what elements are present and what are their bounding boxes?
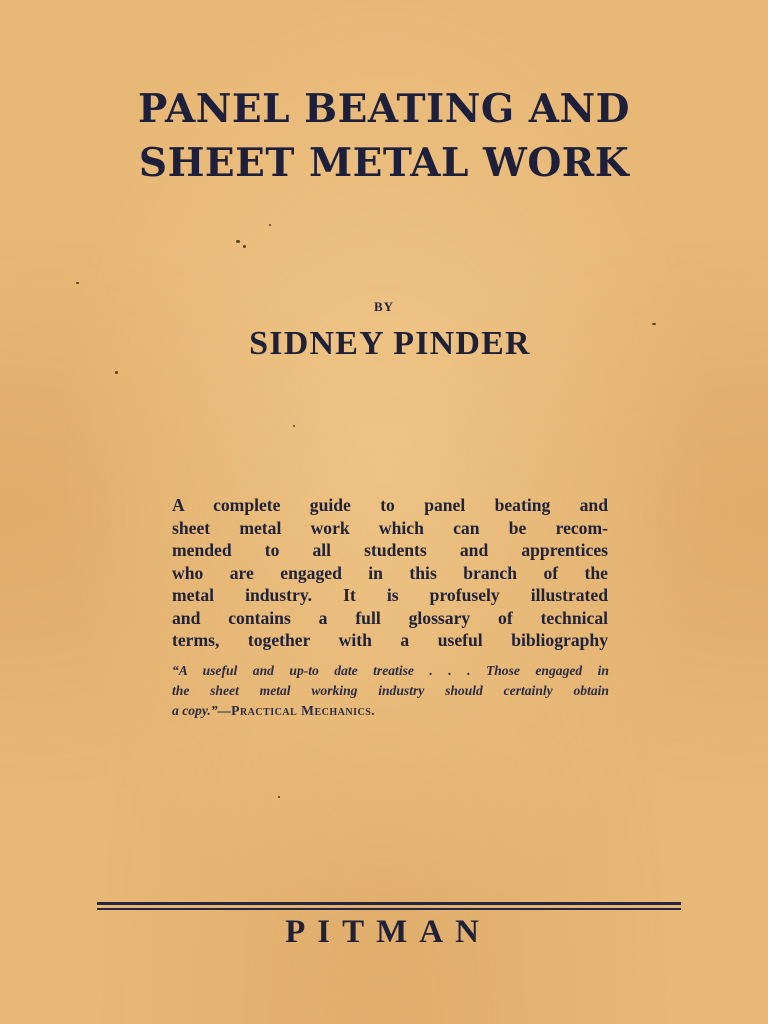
blurb-line: who are engaged in this branch of the: [172, 562, 608, 583]
blurb-line: and contains a full glossary of technical: [172, 607, 608, 628]
publisher-name: PITMAN: [285, 914, 491, 950]
paper-speck: [76, 282, 79, 284]
description-blurb: [172, 494, 608, 652]
paper-speck: [278, 796, 280, 798]
quote-line-3-text: a copy.”—: [172, 703, 232, 718]
blurb-line: mended to all students and apprentices: [172, 540, 608, 560]
quote-line-3: [172, 701, 609, 721]
book-title: [0, 82, 768, 190]
quote-line-1: “A useful and up-to date treatise . . . Those engaged in: [172, 663, 609, 678]
author-name: SIDNEY PINDER: [249, 325, 531, 362]
blurb-line: metal industry. It is profusely illustrated: [172, 585, 608, 605]
paper-speck: [243, 245, 246, 248]
quote-source: Practical Mechanics.: [231, 703, 376, 718]
paper-speck: [236, 240, 240, 243]
quote-line-2: the sheet metal working industry should certainly obtain: [172, 683, 609, 698]
paper-speck: [652, 323, 656, 325]
publisher-rule-thin: [97, 908, 681, 910]
review-quote: [172, 661, 609, 721]
paper-speck: [115, 371, 118, 374]
title-line-2: SHEET METAL WORK: [138, 140, 630, 186]
blurb-line: A complete guide to panel beating and: [172, 495, 608, 515]
paper-speck: [269, 224, 271, 226]
publisher-rule-thick: [97, 902, 681, 905]
title-line-1: PANEL BEATING AND: [138, 86, 630, 132]
blurb-line: sheet metal work which can be recom-: [172, 517, 608, 538]
paper-speck: [293, 425, 295, 427]
blurb-line: terms, together with a useful bibliography: [172, 630, 608, 650]
by-label: BY: [373, 299, 395, 314]
